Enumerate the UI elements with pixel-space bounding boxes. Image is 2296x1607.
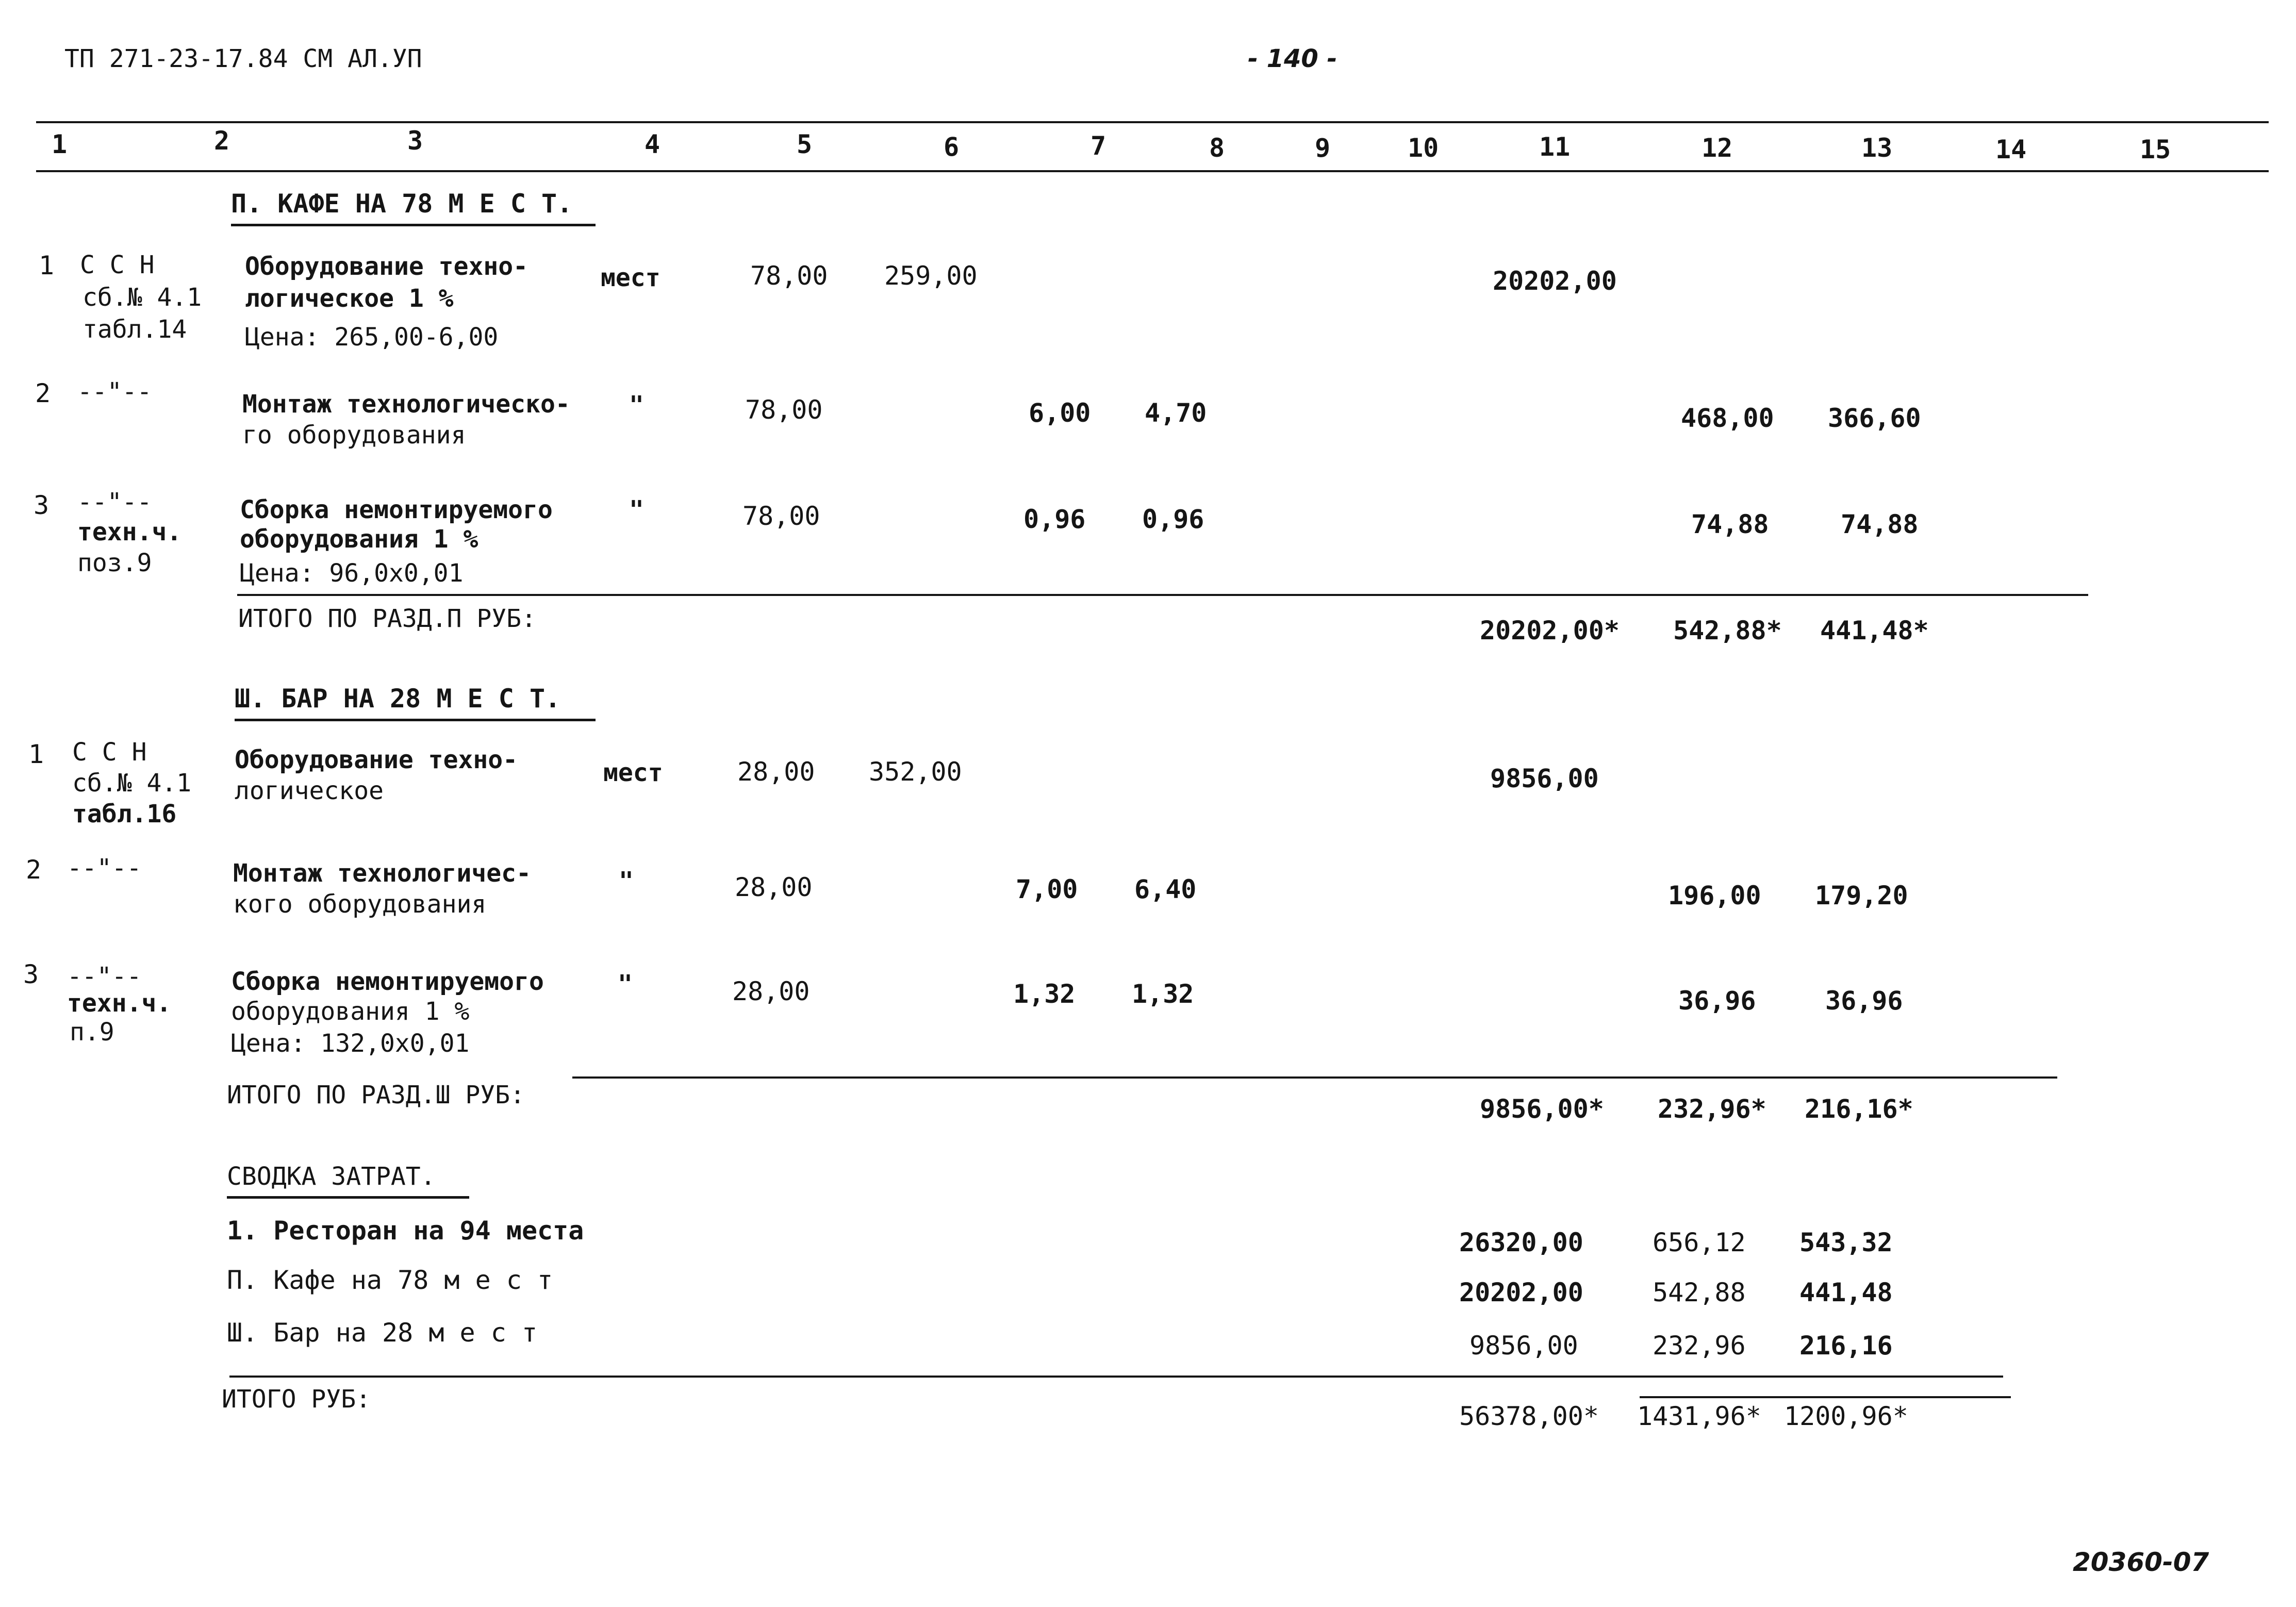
unit: " <box>629 495 644 524</box>
item-description: кого оборудования <box>233 890 487 919</box>
summary-labor: 656,12 <box>1653 1228 1746 1257</box>
total-cost: 20202,00 <box>1493 266 1617 296</box>
wage-total: 74,88 <box>1841 509 1919 539</box>
norm-reference: поз.9 <box>77 549 152 577</box>
norm-reference: --"-- <box>77 488 152 517</box>
unit: " <box>619 867 634 896</box>
grand-total-wage: 1200,96* <box>1784 1401 1908 1431</box>
summary-title: СВОДКА ЗАТРАТ. <box>227 1164 469 1199</box>
column-number: 12 <box>1702 133 1733 163</box>
unit-price: 259,00 <box>884 261 978 291</box>
item-description: оборудования 1 % <box>231 997 470 1026</box>
labor-total: 468,00 <box>1681 403 1774 433</box>
item-description: Оборудование техно- <box>235 745 518 774</box>
item-description: логическое <box>235 776 384 805</box>
norm-reference: техн.ч. <box>67 989 172 1018</box>
unit: " <box>618 970 633 999</box>
item-description: го оборудования <box>242 421 466 450</box>
item-description: Сборка немонтируемого <box>240 495 553 524</box>
norm-reference: --"-- <box>67 854 142 883</box>
row-number: 3 <box>34 490 49 520</box>
labor-norm: 7,00 <box>1016 874 1078 904</box>
column-number: 5 <box>797 129 813 159</box>
norm-reference: С С Н <box>80 251 155 279</box>
section-total-label: ИТОГО ПО РАЗД.Ш РУБ: <box>227 1081 525 1109</box>
column-number: 10 <box>1408 133 1439 163</box>
section-total-labor: 542,88* <box>1673 616 1782 645</box>
item-description: Цена: 265,00-6,00 <box>245 323 499 352</box>
column-number: 8 <box>1209 133 1225 163</box>
column-number: 11 <box>1539 132 1571 162</box>
header-bottom-rule <box>36 170 2269 172</box>
section-total-cost: 20202,00* <box>1480 616 1620 645</box>
wage-norm: 4,70 <box>1145 398 1207 428</box>
wage-total: 179,20 <box>1815 881 1908 910</box>
column-number: 6 <box>944 132 960 162</box>
labor-total: 196,00 <box>1668 881 1761 910</box>
summary-cost: 9856,00 <box>1469 1331 1578 1361</box>
summary-wage: 216,16 <box>1799 1331 1893 1361</box>
total-cost: 9856,00 <box>1490 764 1599 793</box>
norm-reference: табл.16 <box>72 800 177 829</box>
item-description: Монтаж технологичес- <box>233 859 531 888</box>
summary-wage: 543,32 <box>1799 1228 1893 1257</box>
norm-reference: --"-- <box>77 377 152 406</box>
section-title-cafe: П. КАФЕ НА 78 М Е С Т. <box>231 191 596 226</box>
section-title-bar: Ш. БАР НА 28 М Е С Т. <box>235 686 596 721</box>
quantity: 78,00 <box>742 501 820 531</box>
document-code: ТП 271-23-17.84 СМ АЛ.УП <box>64 44 422 73</box>
item-description: Оборудование техно- <box>245 252 528 281</box>
summary-labor: 232,96 <box>1653 1331 1746 1361</box>
column-number: 3 <box>407 126 423 156</box>
grand-total-cost: 56378,00* <box>1459 1401 1599 1431</box>
archive-number: 20360-07 <box>2073 1547 2209 1577</box>
wage-norm: 1,32 <box>1132 979 1194 1009</box>
wage-total: 36,96 <box>1825 986 1903 1016</box>
row-number: 3 <box>23 959 39 989</box>
unit: " <box>629 391 644 420</box>
item-description: Сборка немонтируемого <box>231 967 544 996</box>
quantity: 28,00 <box>735 872 813 902</box>
norm-reference: сб.№ 4.1 <box>82 283 202 312</box>
wage-norm: 6,40 <box>1134 874 1197 904</box>
norm-reference: техн.ч. <box>77 518 182 546</box>
column-number: 14 <box>1995 135 2027 164</box>
unit: мест <box>601 263 660 292</box>
item-description: Цена: 96,0х0,01 <box>240 559 464 588</box>
summary-cost: 26320,00 <box>1459 1228 1583 1257</box>
item-description: логическое 1 % <box>245 284 454 313</box>
summary-label: 1. Ресторан на 94 места <box>227 1216 584 1246</box>
column-number: 9 <box>1315 133 1331 163</box>
labor-norm: 0,96 <box>1023 504 1086 534</box>
row-number: 2 <box>26 855 42 885</box>
norm-reference: п.9 <box>70 1018 114 1047</box>
item-description: оборудования 1 % <box>240 525 478 554</box>
summary-label: Ш. Бар на 28 м е с т <box>227 1318 538 1348</box>
labor-total: 36,96 <box>1678 986 1756 1016</box>
section-total-rule <box>237 594 2088 596</box>
labor-norm: 6,00 <box>1029 398 1091 428</box>
quantity: 28,00 <box>737 757 815 787</box>
norm-reference: табл.14 <box>82 315 187 344</box>
grand-total-labor: 1431,96* <box>1637 1401 1761 1431</box>
summary-cost: 20202,00 <box>1459 1278 1583 1307</box>
wage-norm: 0,96 <box>1142 504 1204 534</box>
page-number: - 140 - <box>1248 44 1337 73</box>
norm-reference: сб.№ 4.1 <box>72 769 192 798</box>
section-total-cost: 9856,00* <box>1480 1094 1604 1124</box>
column-number: 2 <box>214 126 230 156</box>
item-description: Цена: 132,0х0,01 <box>231 1029 470 1058</box>
row-number: 1 <box>39 251 55 280</box>
column-number: 1 <box>52 129 68 159</box>
summary-labor: 542,88 <box>1653 1278 1746 1307</box>
row-number: 1 <box>28 739 44 769</box>
section-total-rule <box>572 1076 2057 1079</box>
summary-wage: 441,48 <box>1799 1278 1893 1307</box>
column-number: 7 <box>1091 131 1106 161</box>
labor-norm: 1,32 <box>1013 979 1076 1009</box>
row-number: 2 <box>35 378 51 408</box>
grand-total-label: ИТОГО РУБ: <box>222 1385 371 1414</box>
column-number: 15 <box>2140 135 2171 164</box>
wage-total: 366,60 <box>1828 403 1921 433</box>
norm-reference: С С Н <box>72 738 147 767</box>
section-total-wage: 441,48* <box>1820 616 1929 645</box>
section-total-wage: 216,16* <box>1805 1094 1913 1124</box>
item-description: Монтаж технологическо- <box>242 390 570 419</box>
grand-total-rule <box>229 1376 2003 1378</box>
header-top-rule <box>36 121 2269 123</box>
summary-label: П. Кафе на 78 м е с т <box>227 1265 553 1295</box>
section-total-labor: 232,96* <box>1658 1094 1766 1124</box>
column-number: 4 <box>645 129 660 159</box>
grand-total-rule-right <box>1640 1396 2011 1398</box>
norm-reference: --"-- <box>67 962 142 991</box>
quantity: 78,00 <box>745 395 823 425</box>
quantity: 78,00 <box>750 261 828 291</box>
section-total-label: ИТОГО ПО РАЗД.П РУБ: <box>238 604 536 633</box>
labor-total: 74,88 <box>1691 509 1769 539</box>
unit-price: 352,00 <box>869 757 962 787</box>
column-number: 13 <box>1861 133 1893 163</box>
unit: мест <box>603 758 663 787</box>
quantity: 28,00 <box>732 976 810 1006</box>
